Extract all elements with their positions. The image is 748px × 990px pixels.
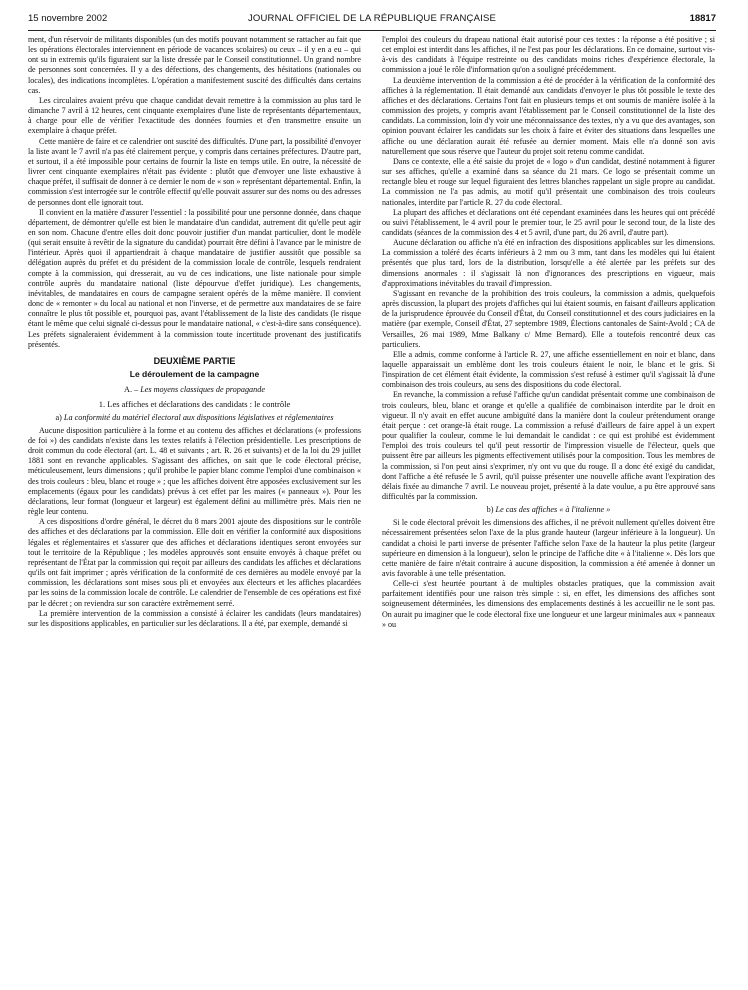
subsection-title: Le cas des affiches « à l'italienne » bbox=[495, 505, 611, 515]
part-subtitle: Le déroulement de la campagne bbox=[129, 368, 260, 379]
paragraph: S'agissant en revanche de la prohibition des trois couleurs, la commission a admis, quelquefois après discussion, la plupart des projets d'affiches qui lui étaient soumis, en faisant d'ailleurs application de la jurisprudence éprouvée du Conseil d'État, du Conseil constitutionnel et des cours judiciaires en la matière (par exemple, Conseil d'État, 27 septembre 1989, Élections cantonales de Saint-Avold ; CA de Versailles, 26 mai 1989, Mme Balkany c/ Mme Bernard). Elle a toutefois rencontré deux cas particuliers. bbox=[382, 288, 715, 349]
paragraph: En revanche, la commission a refusé l'affiche qu'un candidat présentait comme une combinaison de trois couleurs, bleu, blanc et orange et qu'elle a qualifiée de combinaison interdite par le droit en vigueur. Il n'y avait en effet aucune ambiguïté dans la manière dont la couleur prétendument orange était perçue : cet orange-là était rouge. La commission a refusé d'ailleurs de faire appel à un expert pour qualifier la couleur, comme le lui demandait le candidat : ce qui est prohibé est évidemment l'emploi des trois couleurs tel qu'il peut ressortir de l'impression visuelle de l'électeur, quels que puissent être par ailleurs les pigments effectivement utilisés pour la composition. Tous les membres de la commission, si l'on peut ainsi s'exprimer, n'y ont vu que du rouge. Il a donc été exigé du candidat, dont l'affiche a été refusée le 5 avril, qu'il puisse présenter une nouvelle affiche avant l'expiration des délais fixée au dimanche 7 avril. Le nouveau projet, présenté à la date voulue, a pu être approuvé sans difficultés par la commission. bbox=[382, 390, 715, 502]
header-rule bbox=[28, 30, 716, 31]
right-column bbox=[382, 35, 715, 983]
paragraph: Cette manière de faire et ce calendrier ont suscité des difficultés. D'une part, la possibilité d'envoyer la liste avant le 7 avril n'a pas été clairement perçue, y compris dans certaines préfectures. D'autre part, et surtout, il a été impossible pour certains de fournir la liste en temps utile. En outre, la nécessité de livrer cent cinquante exemplaires n'était pas évidente : plutôt que d'envoyer une liste exhaustive à chaque préfet, il suffisait de donner à ce dernier le nom de « son » représentant départemental. Enfin, la commission s'est interrogée sur le contrôle effectif qu'elle pouvait assurer sur des noms ou des adresses de personnes dont elle ignorait tout. bbox=[28, 136, 361, 207]
paragraph: Celle-ci s'est heurtée pourtant à de multiples obstacles pratiques, que la commission avait parfaitement identifiés pour une raison très simple : si, en effet, les dimensions des affiches sont soigneusement déterminées, les dimensions des emplacements destinés à les accueillir ne le sont pas. On aurait pu imaginer que le code électoral fixe une longueur et une largeur minimales aux « panneaux » ou bbox=[382, 579, 715, 629]
journal-title: JOURNAL OFFICIEL DE LA RÉPUBLIQUE FRANÇAISE bbox=[247, 13, 497, 24]
subsection-label: b) bbox=[486, 505, 494, 515]
paragraph: Il convient en la matière d'assurer l'essentiel : la possibilité pour une personne donnée, dans chaque département, de démontrer qu'elle est bien le mandataire d'un candidat, autrement dit qu'elle peut agir en son nom. Chacune d'entre elles doit donc pouvoir justifier d'un mandat particulier, dont le modèle (qui serait ensuite à revêtir de la signature du candidat) pourrait être défini à l'avance par le ministre de l'intérieur. Après quoi il appartiendrait à chaque mandataire de justifier aussitôt que possible sa délégation auprès du préfet et du président de la commission locale de contrôle, lesquels rendraient compte à la commission, qui dresserait, au vu de ces indications, une liste nationale pour simple contrôle auprès du mandataire national (liste dépourvue d'effet juridique). Les changements, inévitables, de mandataires en cours de campagne seraient opérés de la même manière. Il convient donc de « remonter » du local au national et non l'inverse, et de permettre aux mandataires de se faire connaître le plus tôt possible et, pourquoi pas, avant l'établissement de la liste des candidats (le risque étant le même que celui signalé ci-dessus pour le mandataire national, « c'est-à-dire sans conséquence). Les préfets signaleraient évidemment à la commission toute incertitude provenant des justificatifs présentés. bbox=[28, 207, 361, 349]
section-label: A. – bbox=[124, 384, 139, 394]
paragraph: Aucune disposition particulière à la forme et au contenu des affiches et déclarations (« professions de foi ») des candidats n'existe dans les textes relatifs à l'élection présidentielle. Les prescriptions de droit commun du code électoral (art. L. 48 et suivants ; art. R. 26 et suivants) et de la loi du 29 juillet 1881 sont en revanche applicables. S'agissant des affiches, on sait que le code électoral précise, méticuleusement, leurs dimensions ; qu'il prohibe le papier blanc comme l'emploi d'une combinaison « des trois couleurs : bleu, blanc et rouge » ; que les affiches doivent être apposées exclusivement sur les emplacements (égaux pour les candidats) prévus à cet effet par les maires (« panneaux »). Pour les déclarations, leur format (longueur et largeur) est également défini au millimètre près. Mais rien ne règle leur contenu. bbox=[28, 425, 361, 517]
page-header bbox=[28, 13, 716, 29]
paragraph: La première intervention de la commission a consisté à éclairer les candidats (leurs mandataires) sur les dispositions applicables, en particulier sur les déclarations. Il a été, par exemple, demandé si bbox=[28, 608, 361, 628]
subsection-heading-b bbox=[382, 505, 715, 515]
paragraph: Les circulaires avaient prévu que chaque candidat devait remettre à la commission au plus tard le dimanche 7 avril à 12 heures, cent cinquante exemplaires d'une liste de représentants départementaux, à charge pour elle de vérifier l'exactitude des données fournies et d'en transmettre ensuite un exemplaire à chaque préfet. bbox=[28, 95, 361, 136]
paragraph: l'emploi des couleurs du drapeau national était autorisé pour ces textes : la réponse a été positive ; si cet emploi est interdit dans les affiches, il ne l'est pas pour les déclarations. En ce domaine, surtout vis-à-vis des candidats à l'équipe restreinte ou des candidats moins riches d'expérience électorale, la commission a joué le rôle d'information qu'on a souligné précédemment. bbox=[382, 35, 715, 75]
paragraph: Aucune déclaration ou affiche n'a été en infraction des dispositions applicables sur les dimensions. La commission a toléré des écarts inférieurs à 2 mm ou 3 mm, tant dans les modèles qui lui étaient présentés que plus tard, lors de la distribution, lorsqu'elle a été alertée par les préfets sur des dimensions anormales : il s'agissait là non d'ignorances des prescriptions en vigueur, mais d'approximations inévitables du travail d'impression. bbox=[382, 238, 715, 288]
issue-date: 15 novembre 2002 bbox=[28, 13, 108, 24]
section-heading-a bbox=[28, 384, 361, 395]
paragraph: A ces dispositions d'ordre général, le décret du 8 mars 2001 ajoute des dispositions sur le contrôle des affiches et des déclarations par la commission. Elle doit en vérifier la conformité aux dispositions légales et réglementaires et s'assurer que des affiches et déclarations identiques seront envoyées sur tout le territoire de la République ; les modèles approuvés sont ensuite envoyés à chaque préfet ou représentant de l'État par la commission qui reçoit par ailleurs des candidats les affiches et déclarations qu'ils ont fait imprimer ; après vérification de la conformité de ces dernières au modèle envoyé par la commission, les déclarations sont mises sous pli et envoyées aux électeurs et les affiches placardées par les soins de la commission locale de contrôle. Le calendrier de l'ensemble de ces opérations est fixé par le décret ; on reviendra sur son caractère extrêmement serré. bbox=[28, 517, 361, 608]
section-title: Les moyens classiques de propagande bbox=[140, 384, 265, 394]
paragraph: ment, d'un réservoir de militants disponibles (un des motifs pouvant notamment se rattacher au fait que les opérations électorales interviennent en période de vacances scolaires) ou ceux – il y en a eu – qui ont su in extremis qu'ils figuraient sur la liste dressée par le Conseil constitutionnel. Un grand nombre de personnes sont concernées. Il y a des défections, des changements, des hésitations (nationales ou locales), des indications incomplètes. L'opération a manifestement suscité des difficultés dans certains cas. bbox=[28, 35, 361, 95]
left-column bbox=[28, 35, 361, 983]
subsection-title: La conformité du matériel électoral aux dispositions législatives et réglementaires bbox=[63, 412, 334, 422]
section-heading-1: 1. Les affiches et déclarations des candidats : le contrôle bbox=[98, 398, 291, 409]
page-number: 18817 bbox=[689, 13, 716, 24]
paragraph: Elle a admis, comme conforme à l'article R. 27, une affiche essentiellement en noir et blanc, dans laquelle apparaissait un emblème dont les trois couleurs étaient le noir, le blanc et le gris. Si l'inspiration de cet élément était évidente, la commission s'est refusé à estimer qu'il s'agissait là d'une combinaison des trois couleurs, au sens des dispositions du code électoral. bbox=[382, 349, 715, 390]
part-title: DEUXIÈME PARTIE bbox=[153, 355, 236, 366]
paragraph: Si le code électoral prévoit les dimensions des affiches, il ne prévoit nullement qu'elles doivent être nécessairement présentées selon l'axe de la plus grande hauteur (largeur inférieure à la longueur). Un candidat a choisi le parti inverse de présenter l'affiche selon l'axe de la hauteur la plus petite (largeur supérieure en dimension à la longueur), selon le principe de l'affiche dite « à l'italienne ». Dès lors que cette manière de faire n'était contraire à aucune disposition, la commission a été amenée à donner un avis favorable à une telle présentation. bbox=[382, 518, 715, 578]
paragraph: Dans ce contexte, elle a été saisie du projet de « logo » d'un candidat, destiné notamment à figurer sur ses affiches, qu'elle a examiné dans sa séance du 21 mars. Ce logo se présentait comme un rectangle bleu et rouge sur lequel figuraient des lettres blanches rappelant un sigle propre au candidat. La commission ne l'a pas admis, au motif qu'il présentait une combinaison des trois couleurs nationales, interdite par l'article R. 27 du code électoral. bbox=[382, 156, 715, 207]
paragraph: La plupart des affiches et déclarations ont été cependant examinées dans les heures qui ont précédé ou suivi l'établissement, le 4 avril pour le premier tour, le 25 avril pour le second tour, de la liste des candidats (séances de la commission des 4 et 5 avril, d'une part, du 26 avril, d'autre part). bbox=[382, 207, 715, 237]
paragraph: La deuxième intervention de la commission a été de procéder à la vérification de la conformité des affiches à la réglementation. Il était demandé aux candidats d'envoyer le plus tôt possible le texte des affiches et des déclarations. Certains l'ont fait en plusieurs temps et ont soumis de manière isolée à la commission des projets, y compris avant l'établissement par le Conseil constitutionnel de la liste des candidats. La commission, loin d'y voir une méconnaissance des textes, n'y a vu que des avantages, son opinion pouvant éclairer les candidats sur les choix à faire et éviter des situations dans lesquelles une affiche ou une déclaration aurait été refusée au dernier moment. Mais elle n'a donné son avis naturellement que sous réserve que l'auteur du projet soit retenu comme candidat. bbox=[382, 75, 715, 156]
subsection-label: a) bbox=[55, 412, 62, 422]
subsection-heading-a bbox=[28, 413, 361, 423]
